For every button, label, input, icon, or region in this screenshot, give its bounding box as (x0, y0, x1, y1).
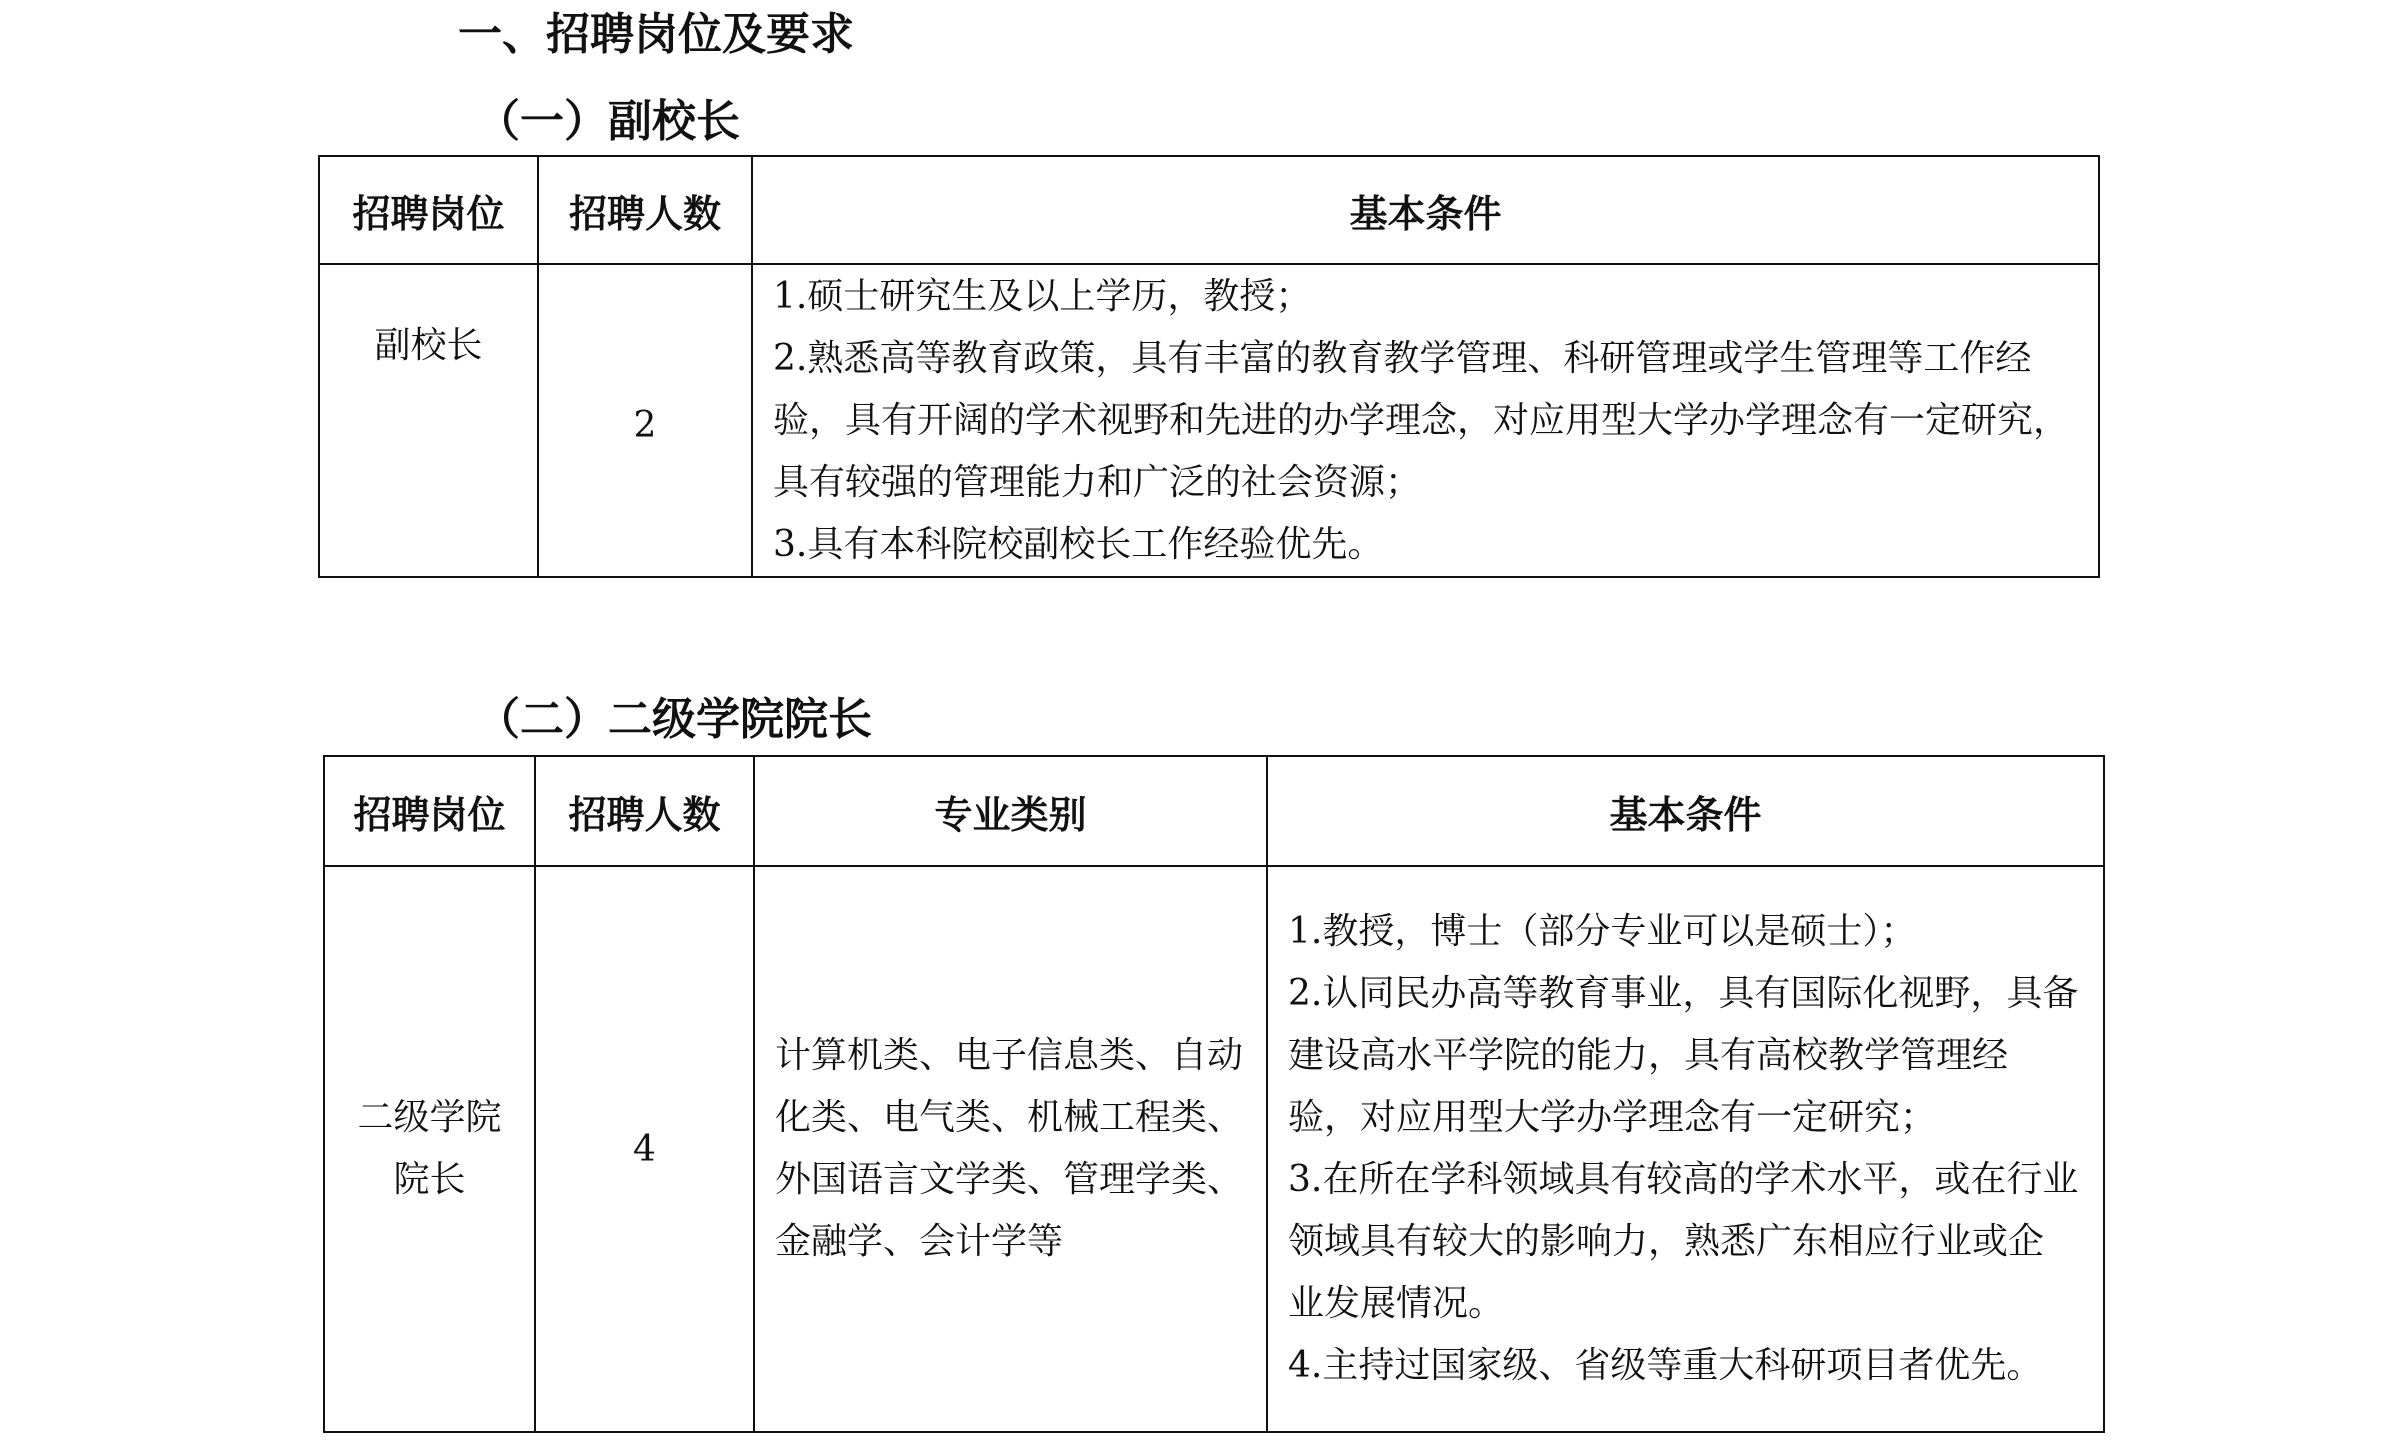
header-category: 专业类别 (754, 756, 1267, 866)
dean-table (323, 755, 2105, 1433)
section-heading-vice-president: （一）副校长 (476, 96, 740, 147)
condition-item: 2.熟悉高等教育政策，具有丰富的教育教学管理、科研管理或学生管理等工作经验，具有开阔的学术视野和先进的办学理念，对应用型大学办学理念有一定研究，具有较强的管理能力和广泛的社会资源； (773, 337, 2070, 503)
section-heading-main: 一、招聘岗位及要求 (458, 9, 854, 60)
condition-item: 1.硕士研究生及以上学历，教授； (773, 275, 1312, 317)
header-conditions: 基本条件 (1267, 756, 2104, 866)
header-count: 招聘人数 (538, 156, 752, 264)
post-line: 二级学院 (357, 1097, 502, 1138)
condition-item: 4.主持过国家级、省级等重大科研项目者优先。 (1288, 1345, 2043, 1386)
vice-president-table (318, 155, 2100, 578)
count-cell: 2 (538, 264, 752, 577)
conditions-cell (1267, 866, 2104, 1432)
table-row (319, 264, 2099, 577)
post-cell: 副校长 (319, 264, 538, 577)
condition-item: 1.教授，博士（部分专业可以是硕士）； (1288, 911, 1917, 952)
category-cell: 计算机类、电子信息类、自动化类、电气类、机械工程类、外国语言文学类、管理学类、金融学、会计学等 (754, 866, 1267, 1432)
section-heading-dean: （二）二级学院院长 (476, 694, 872, 745)
conditions-cell (752, 264, 2099, 577)
header-post: 招聘岗位 (324, 756, 535, 866)
table-header-row (324, 756, 2104, 866)
condition-item: 2.认同民办高等教育事业，具有国际化视野，具备建设高水平学院的能力，具有高校教学管理经验，对应用型大学办学理念有一定研究； (1288, 973, 2079, 1138)
condition-item: 3.具有本科院校副校长工作经验优先。 (773, 523, 1384, 565)
table-header-row (319, 156, 2099, 264)
header-conditions: 基本条件 (752, 156, 2099, 264)
post-line: 院长 (393, 1159, 466, 1200)
header-count: 招聘人数 (535, 756, 754, 866)
header-post: 招聘岗位 (319, 156, 538, 264)
table-row (324, 866, 2104, 1432)
condition-item: 3.在所在学科领域具有较高的学术水平，或在行业领域具有较大的影响力，熟悉广东相应行业或企业发展情况。 (1288, 1159, 2079, 1324)
count-cell: 4 (535, 866, 754, 1432)
post-cell (324, 866, 535, 1432)
